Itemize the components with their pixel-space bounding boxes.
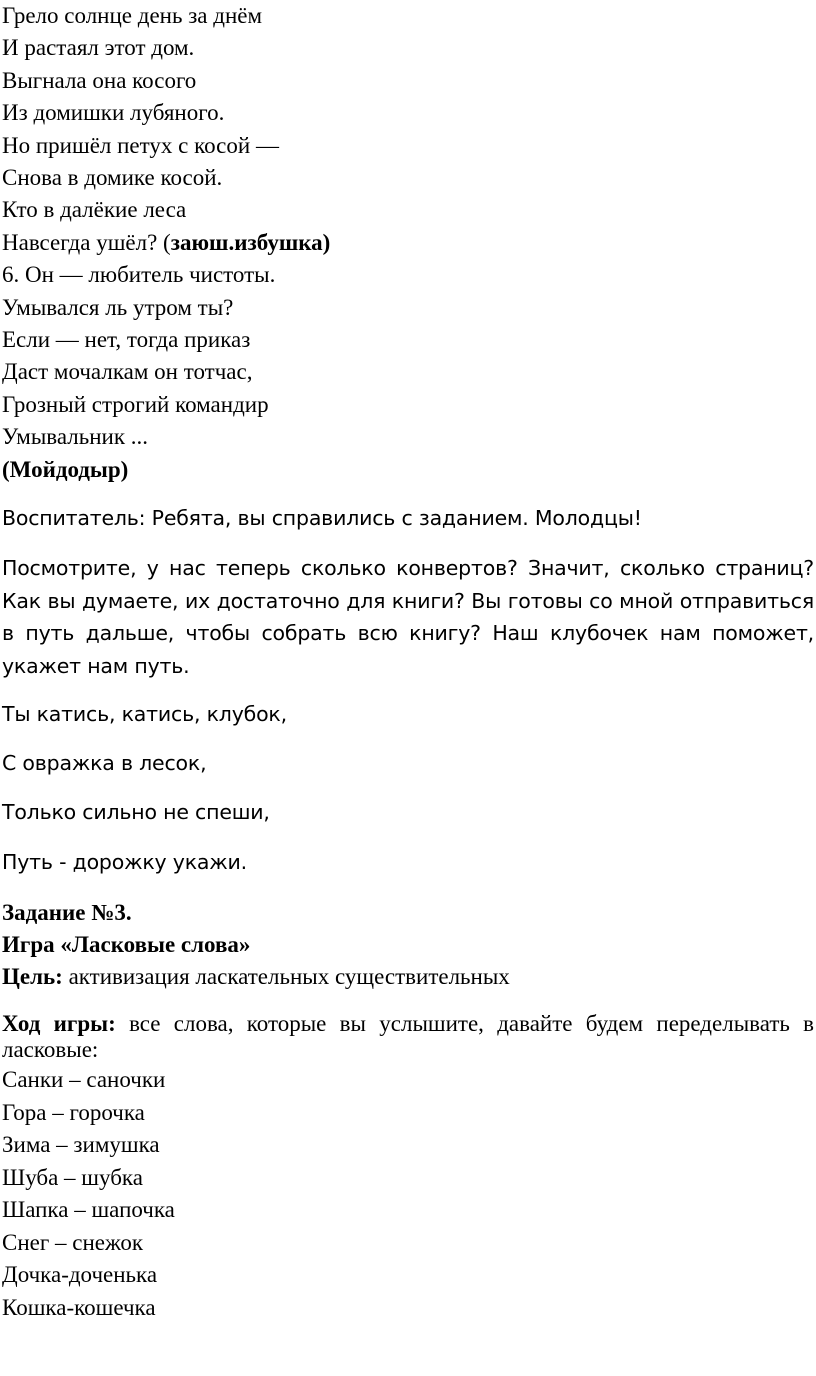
poem-line: Но пришёл петух с косой — <box>2 132 279 158</box>
poem-block <box>2 0 814 486</box>
riddle-line: Грозный строгий командир <box>2 391 269 417</box>
riddle-line: Умывальник ... <box>2 424 148 450</box>
poem-line: И растаял этот дом. <box>2 35 195 61</box>
task3-game-title: Игра «Ласковые слова» <box>2 932 251 957</box>
poem-line: Из домишки лубяного. <box>2 100 225 126</box>
teacher-question-paragraph: Посмотрите, у нас теперь сколько конвертов? Значит, сколько страниц? Как вы думаете, их достаточно для книги? Вы готовы со мной отправиться в путь дальше, чтобы собрать всю книгу? Наш клубочек нам поможет, укажет нам путь. <box>2 556 814 678</box>
word-pair: Санки – саночки <box>2 1067 166 1092</box>
riddle-line: Даст мочалкам он тотчас, <box>2 359 253 385</box>
word-pair: Дочка-доченька <box>2 1262 158 1287</box>
poem-answer: заюш.избушка) <box>170 229 331 255</box>
riddle-line: Умывался ль утром ты? <box>2 294 234 320</box>
task3-procedure-text: все слова, которые вы услышите, давайте будем переделывать в ласковые: <box>2 1011 815 1062</box>
riddle-line: 6. Он — любитель чистоты. <box>2 262 276 288</box>
poem-last-line <box>2 227 814 259</box>
poem-line: Снова в домике косой. <box>2 165 223 191</box>
task3-procedure-label: Ход игры: <box>2 1011 116 1036</box>
chant-line-3: Только сильно не спеши, <box>2 800 270 824</box>
task3-goal-label: Цель: <box>2 964 63 989</box>
teacher-praise-paragraph: Воспитатель: Ребята, вы справились с заданием. Молодцы! <box>2 506 642 530</box>
chant-line-2: С овражка в лесок, <box>2 751 207 775</box>
chant-line-4: Путь - дорожку укажи. <box>2 850 247 874</box>
poem-line: Грело солнце день за днём <box>2 3 263 28</box>
word-pair: Гора – горочка <box>2 1099 145 1125</box>
chant-line-1: Ты катись, катись, клубок, <box>2 702 287 726</box>
document-page <box>0 0 816 486</box>
word-pair: Снег – снежок <box>2 1229 144 1255</box>
word-pair: Зима – зимушка <box>2 1132 160 1157</box>
word-pairs-list <box>2 1064 814 1324</box>
word-pair: Кошка-кошечка <box>2 1294 156 1320</box>
task3-block <box>2 897 814 993</box>
task3-heading: Задание №3. <box>2 900 132 925</box>
riddle-line: Если — нет, тогда приказ <box>2 327 251 353</box>
poem-line: Кто в далёкие леса <box>2 197 187 223</box>
word-pair: Шапка – шапочка <box>2 1197 175 1222</box>
task3-goal <box>2 961 814 993</box>
word-pair: Шуба – шубка <box>2 1164 143 1190</box>
task3-procedure <box>2 1011 814 1063</box>
poem-line: Выгнала она косого <box>2 67 197 93</box>
task3-goal-text: активизация ласкательных существительных <box>62 964 510 989</box>
riddle-answer: (Мойдодыр) <box>2 456 129 482</box>
poem-last-line-prefix: Навсегда ушёл? ( <box>2 229 171 255</box>
